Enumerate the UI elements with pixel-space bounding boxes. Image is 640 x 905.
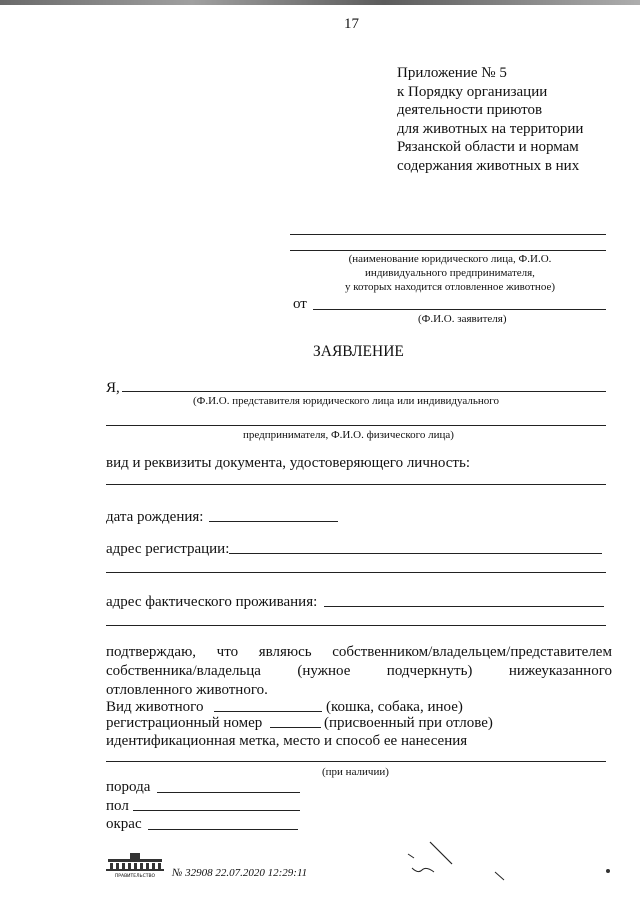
confirm-word: собственником/владельцем/представителем: [332, 644, 612, 660]
appendix-line: к Порядку организации: [397, 83, 548, 100]
reg-address-field[interactable]: [229, 553, 602, 554]
ya-label: Я,: [106, 380, 120, 396]
sex-label: пол: [106, 798, 129, 814]
confirm-word: что: [216, 644, 239, 660]
id-doc-field[interactable]: [106, 484, 606, 485]
caption-line: индивидуального предпринимателя,: [365, 267, 535, 279]
caption-line: (наименование юридического лица, Ф.И.О.: [348, 253, 552, 265]
addressee-line[interactable]: [290, 250, 606, 251]
scan-edge: [0, 0, 640, 5]
reg-number-field[interactable]: [270, 727, 321, 728]
confirm-word: подтверждаю,: [106, 644, 197, 660]
reg-number-label: регистрационный номер: [106, 715, 263, 731]
animal-type-field[interactable]: [214, 711, 322, 712]
document-title: ЗАЯВЛЕНИЕ: [313, 343, 404, 360]
id-mark-label: идентификационная метка, место и способ ее нанесения: [106, 733, 468, 749]
applicant-name-field[interactable]: [122, 391, 606, 392]
reg-address-field-2[interactable]: [106, 572, 606, 573]
confirm-word: (нужное: [297, 663, 351, 679]
signature-mark-icon: [400, 840, 520, 885]
appendix-line: Приложение № 5: [397, 65, 507, 81]
appendix-line: деятельности приютов: [397, 102, 543, 118]
from-field[interactable]: [313, 309, 606, 310]
confirm-word: собственника/владельца: [106, 663, 261, 679]
dot-mark: [606, 869, 610, 873]
confirm-line-3: отловленного животного.: [106, 682, 268, 698]
addressee-line[interactable]: [290, 234, 606, 235]
from-caption: (Ф.И.О. заявителя): [418, 313, 507, 325]
color-field[interactable]: [148, 829, 298, 830]
id-doc-label: вид и реквизиты документа, удостоверяющего личность:: [106, 455, 470, 471]
appendix-line: для животных на территории: [397, 120, 584, 137]
birth-date-label: дата рождения:: [106, 509, 204, 525]
sex-field[interactable]: [133, 810, 300, 811]
id-mark-caption: (при наличии): [322, 766, 389, 778]
caption-line: у которых находится отловленное животное): [344, 281, 555, 293]
applicant-caption: (Ф.И.О. представителя юридического лица или индивидуального: [193, 395, 499, 407]
addressee-caption: [300, 252, 600, 294]
appendix-line: содержания животных в них: [397, 157, 580, 174]
actual-address-label: адрес фактического проживания:: [106, 594, 318, 610]
breed-label: порода: [106, 779, 151, 795]
breed-field[interactable]: [157, 792, 300, 793]
confirm-word: являюсь: [258, 644, 312, 660]
reg-address-label: адрес регистрации:: [106, 541, 230, 557]
reg-number-hint: (присвоенный при отлове): [324, 715, 493, 731]
color-label: окрас: [106, 816, 142, 832]
animal-type-hint: (кошка, собака, иное): [326, 699, 463, 715]
confirm-line-2: [106, 662, 612, 680]
government-logo-icon: [104, 852, 166, 878]
applicant-caption: предпринимателя, Ф.И.О. физического лица): [243, 429, 454, 441]
actual-address-field[interactable]: [324, 606, 604, 607]
confirm-word: подчеркнуть): [386, 663, 473, 679]
confirm-line-1: [106, 643, 612, 661]
page-number: 17: [344, 16, 359, 32]
confirm-word: нижеуказанного: [508, 663, 612, 679]
applicant-name-field-2[interactable]: [106, 425, 606, 426]
registration-stamp: № 32908 22.07.2020 12:29:11: [172, 867, 308, 879]
logo-text: ПРАВИТЕЛЬСТВО: [114, 874, 156, 878]
id-mark-field[interactable]: [106, 761, 606, 762]
appendix-line: Рязанской области и нормам: [397, 139, 579, 155]
birth-date-field[interactable]: [209, 521, 338, 522]
appendix-block: [397, 64, 583, 175]
actual-address-field-2[interactable]: [106, 625, 606, 626]
animal-type-label: Вид животного: [106, 699, 204, 715]
from-label: от: [293, 296, 307, 312]
